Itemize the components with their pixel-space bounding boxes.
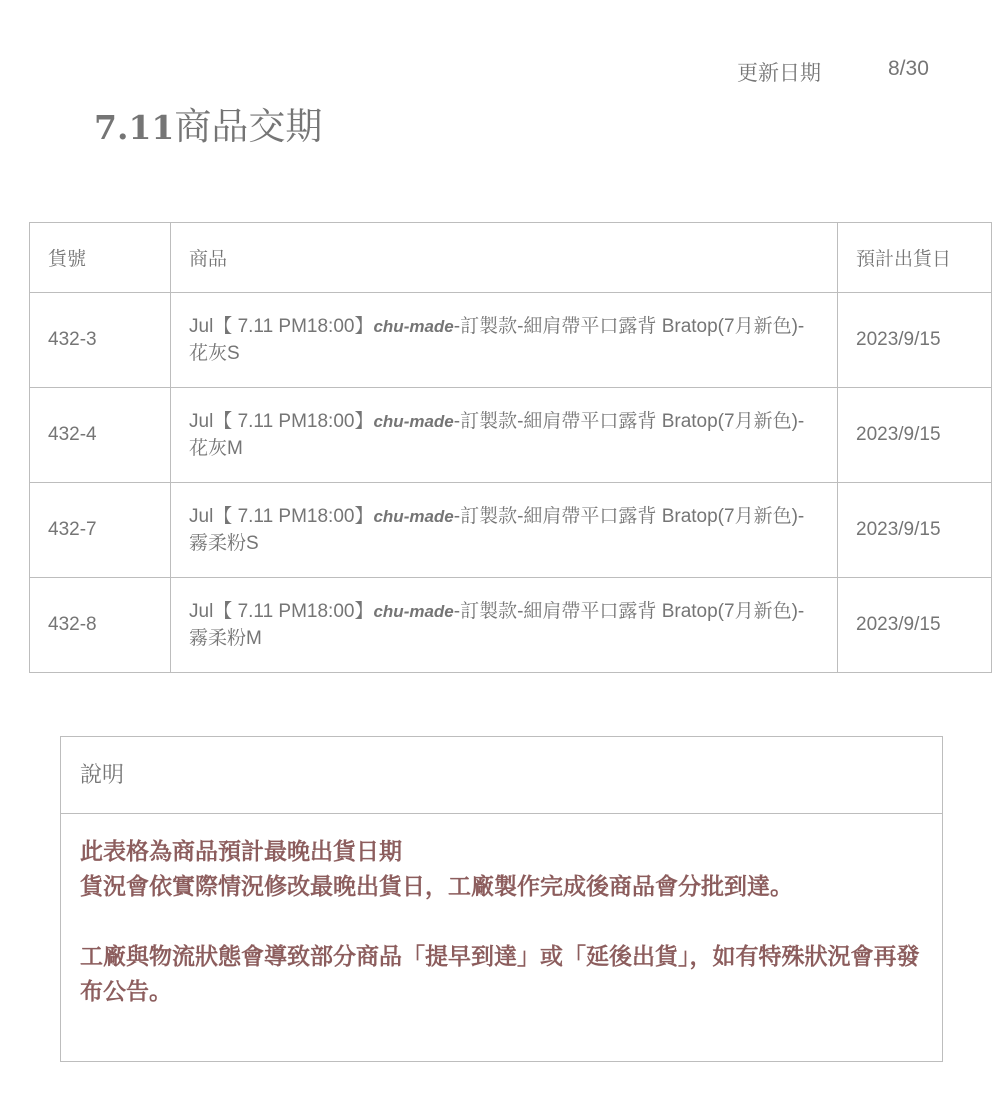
sku-cell: 432-8 (30, 578, 171, 673)
ship-date-cell: 2023/9/15 (838, 483, 992, 578)
product-prefix: Jul【 7.11 PM18:00】 (189, 316, 374, 337)
brand-name: chu-made (373, 507, 454, 526)
product-name: -訂製款-細肩帶平口露背 Bratop(7月新色)-花灰S (189, 316, 805, 364)
brand-name: chu-made (373, 317, 454, 336)
delivery-table (29, 222, 992, 673)
update-date-label: 更新日期 (737, 62, 821, 85)
notes-box (60, 736, 943, 1062)
product-prefix: Jul【 7.11 PM18:00】 (189, 506, 374, 527)
column-header-ship-date: 預計出貨日 (838, 223, 992, 293)
note-line: 此表格為商品預計最晚出貨日期 (80, 838, 402, 864)
product-prefix: Jul【 7.11 PM18:00】 (189, 411, 374, 432)
brand-name: chu-made (373, 602, 454, 621)
product-cell (171, 483, 838, 578)
ship-date-cell: 2023/9/15 (838, 293, 992, 388)
notes-heading: 說明 (61, 737, 942, 814)
column-header-sku: 貨號 (30, 223, 171, 293)
ship-date-cell: 2023/9/15 (838, 388, 992, 483)
sku-cell: 432-7 (30, 483, 171, 578)
brand-name: chu-made (373, 412, 454, 431)
table-row (30, 293, 992, 388)
product-name: -訂製款-細肩帶平口露背 Bratop(7月新色)-花灰M (189, 411, 805, 459)
note-line: 貨況會依實際情況修改最晚出貨日，工廠製作完成後商品會分批到達。 (80, 873, 793, 899)
sku-cell: 432-4 (30, 388, 171, 483)
table-header-row (30, 223, 992, 293)
table-row (30, 388, 992, 483)
column-header-product: 商品 (171, 223, 838, 293)
note-line: 工廠與物流狀態會導致部分商品「提早到達」或「延後出貨」，如有特殊狀況會再發布公告。 (80, 943, 920, 1004)
update-date-value: 8/30 (888, 57, 929, 80)
product-name: -訂製款-細肩帶平口露背 Bratop(7月新色)-霧柔粉M (189, 601, 805, 649)
table-row (30, 483, 992, 578)
page-title-number: 7.11 (94, 108, 175, 147)
page-title (94, 96, 322, 150)
product-cell (171, 388, 838, 483)
note-spacer (80, 904, 923, 939)
page-title-text: 商品交期 (174, 105, 323, 148)
product-prefix: Jul【 7.11 PM18:00】 (189, 601, 374, 622)
ship-date-cell: 2023/9/15 (838, 578, 992, 673)
product-name: -訂製款-細肩帶平口露背 Bratop(7月新色)-霧柔粉S (189, 506, 805, 554)
product-cell (171, 293, 838, 388)
notes-body (61, 814, 942, 1009)
sku-cell: 432-3 (30, 293, 171, 388)
product-cell (171, 578, 838, 673)
table-row (30, 578, 992, 673)
